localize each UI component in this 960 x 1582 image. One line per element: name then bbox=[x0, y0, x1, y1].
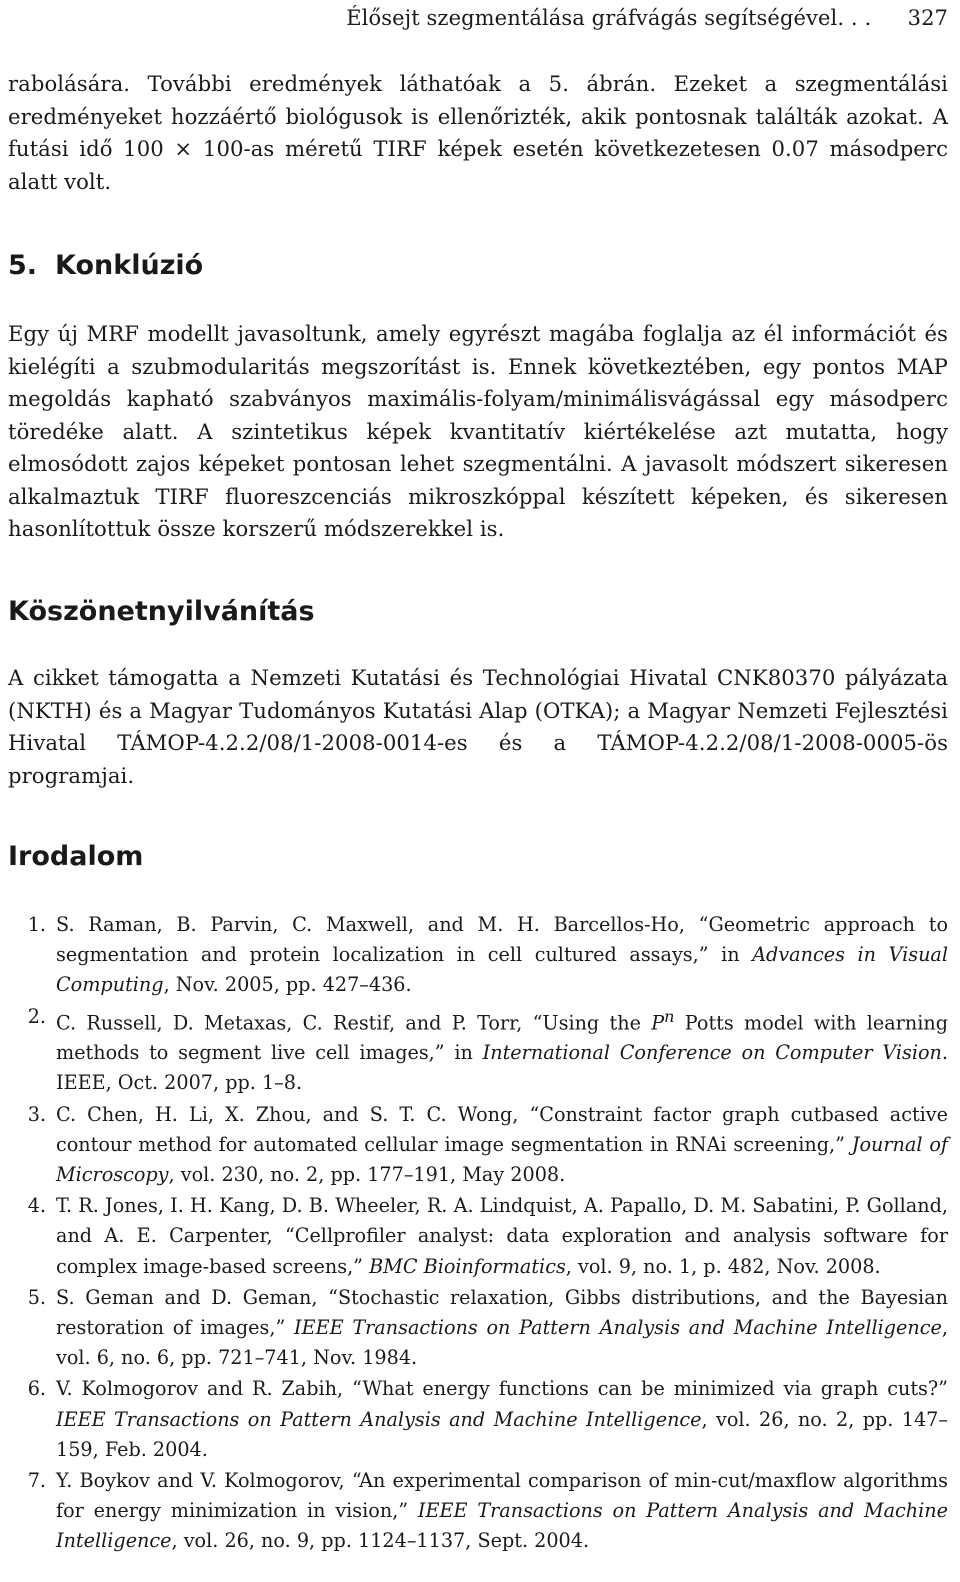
reference-item bbox=[8, 1191, 948, 1282]
reference-number: 6. bbox=[27, 1377, 46, 1401]
running-header bbox=[8, 6, 948, 30]
reference-venue: IEEE Transactions on Pattern Analysis and Machine Intelligence bbox=[56, 1499, 948, 1553]
running-title: Élősejt szegmentálása gráfvágás segítségével. . . bbox=[346, 6, 872, 30]
continuation-paragraph: rabolására. További eredmények láthatóak a 5. ábrán. Ezeket a szegmentálási eredményeket hozzáértő biológusok is ellenőrizték, akik pontosnak találták azokat. A futási idő 100 × 100-as méretű TIRF képek esetén következetesen 0.07 másodperc alatt volt. bbox=[8, 71, 948, 194]
reference-item bbox=[8, 1374, 948, 1465]
reference-venue: Advances in Visual Computing bbox=[56, 943, 949, 997]
reference-number: 7. bbox=[27, 1469, 46, 1493]
conclusion-title: Konklúzió bbox=[55, 250, 204, 281]
reference-item bbox=[8, 1100, 948, 1191]
reference-venue: International Conference on Computer Vision bbox=[482, 1041, 942, 1065]
reference-text: C. Russell, D. Metaxas, C. Restif, and P. Torr, “Using the $P^n$ Potts model with learning methods to segment live cell images,” in International Conference on Computer Vision. IEEE, Oct. 2007, pp. 1–8. bbox=[56, 1006, 949, 1095]
conclusion-number: 5. bbox=[8, 250, 38, 281]
reference-text: V. Kolmogorov and R. Zabih, “What energy functions can be minimized via graph cuts?” IEEE Transactions on Pattern Analysis and Machine Intelligence, vol. 26, no. 2, pp. 147–159, Feb. 2004. bbox=[56, 1377, 948, 1461]
reference-venue: IEEE Transactions on Pattern Analysis and Machine Intelligence bbox=[294, 1316, 942, 1340]
reference-list bbox=[8, 910, 948, 1558]
reference-item bbox=[8, 1002, 948, 1099]
reference-venue: BMC Bioinformatics bbox=[369, 1254, 566, 1278]
reference-item bbox=[8, 1466, 948, 1557]
acknowledgement-heading: Köszönetnyilvánítás bbox=[8, 596, 315, 627]
reference-number: 5. bbox=[27, 1285, 46, 1309]
reference-venue: Journal of Microscopy bbox=[56, 1132, 948, 1187]
reference-text: C. Chen, H. Li, X. Zhou, and S. T. C. Wong, “Constraint factor graph cutbased active contour method for automated cellular image segmentation in RNAi screening,” Journal of Microscopy, vol. 230, no. 2, pp. 177–191, May 2008. bbox=[56, 1102, 948, 1187]
reference-text: S. Raman, B. Parvin, C. Maxwell, and M. H. Barcellos-Ho, “Geometric approach to segmentation and protein localization in cell cultured assays,” in Advances in Visual Computing, Nov. 2005, pp. 427–436. bbox=[56, 913, 949, 997]
acknowledgement-paragraph: A cikket támogatta a Nemzeti Kutatási és Technológiai Hivatal CNK80370 pályázata (NKTH) és a Magyar Tudományos Kutatási Alap (OTKA); a Magyar Nemzeti Fejlesztési Hivatal TÁMOP-4.2.2/08/1-2008-0014-es és a TÁMOP-4.2.2/08/1-2008-0005-ös programjai. bbox=[8, 665, 948, 788]
conclusion-paragraph: Egy új MRF modellt javasoltunk, amely egyrészt magába foglalja az él információt és kielégíti a szubmodularitás megszorítást is. Ennek következtében, egy pontos MAP megoldás kapható szabványos maximális-folyam/minimálisvágással egy másodperc töredéke alatt. A szintetikus képek kvantitatív kiértékelése azt mutatta, hogy elmosódott zajos képeket pontosan lehet szegmentálni. A javasolt módszert sikeresen alkalmaztuk TIRF fluoreszcenciás mikroszkóppal készített képeken, és sikeresen hasonlítottuk össze korszerű módszerekkel is. bbox=[8, 321, 948, 541]
math-superscript: n bbox=[664, 1006, 675, 1026]
references-heading: Irodalom bbox=[8, 841, 144, 872]
reference-text: S. Geman and D. Geman, “Stochastic relaxation, Gibbs distributions, and the Bayesian restoration of images,” IEEE Transactions on Pattern Analysis and Machine Intelligence, vol. 6, no. 6, pp. 721–741, Nov. 1984. bbox=[56, 1285, 948, 1370]
reference-text: Y. Boykov and V. Kolmogorov, “An experimental comparison of min-cut/maxflow algorithms for energy minimization in vision,” IEEE Transactions on Pattern Analysis and Machine Intelligence, vol. 26, no. 9, pp. 1124–1137, Sept. 2004. bbox=[56, 1469, 948, 1553]
reference-text: T. R. Jones, I. H. Kang, D. B. Wheeler, R. A. Lindquist, A. Papallo, D. M. Sabatini, P. Golland, and A. E. Carpenter, “Cellprofiler analyst: data exploration and analysis software for complex image-based screens,” BMC Bioinformatics, vol. 9, no. 1, p. 482, Nov. 2008. bbox=[56, 1194, 948, 1278]
reference-item bbox=[8, 910, 948, 1001]
reference-item bbox=[8, 1283, 948, 1374]
conclusion-heading bbox=[8, 250, 203, 281]
reference-number: 4. bbox=[27, 1194, 46, 1218]
reference-venue: IEEE Transactions on Pattern Analysis and Machine Intelligence bbox=[56, 1407, 702, 1431]
page-number: 327 bbox=[907, 6, 948, 30]
reference-number: 2. bbox=[27, 1004, 46, 1028]
reference-number: 1. bbox=[27, 913, 46, 936]
reference-number: 3. bbox=[27, 1102, 46, 1126]
math-symbol: P bbox=[651, 1011, 665, 1034]
